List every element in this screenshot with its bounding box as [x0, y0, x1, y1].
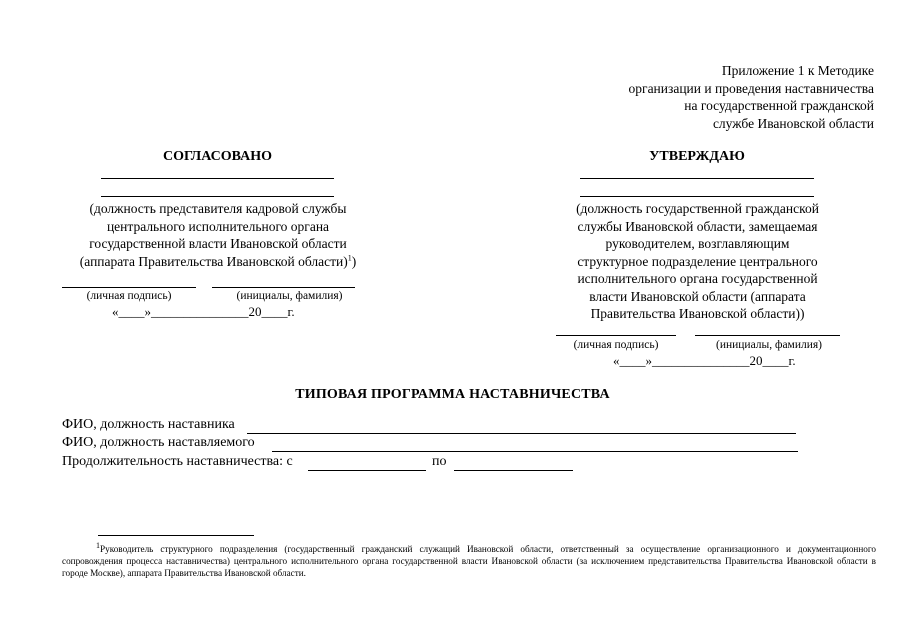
mentee-input-line[interactable]	[272, 451, 798, 452]
agreed-initials-label: (инициалы, фамилия)	[236, 290, 343, 302]
agreed-blank-line-1[interactable]	[101, 178, 334, 179]
agreed-position-line-last	[40, 253, 396, 271]
approve-heading: УТВЕРЖДАЮ	[649, 149, 745, 164]
agreed-heading: СОГЛАСОВАНО	[163, 149, 272, 164]
mentor-label: ФИО, должность наставника	[62, 417, 235, 432]
appendix-line: Приложение 1 к Методике	[721, 63, 874, 78]
agreed-signature-line[interactable]	[62, 287, 196, 288]
approve-initials-label: (инициалы, фамилия)	[715, 339, 823, 351]
agreed-position-line: государственной власти Ивановской области	[89, 236, 347, 251]
approve-signature-label: (личная подпись)	[573, 339, 659, 351]
approve-position-line: исполнительного органа государственной	[577, 271, 818, 286]
agreed-position-line: центрального исполнительного органа	[106, 218, 330, 234]
approve-position-line: власти Ивановской области (аппарата	[589, 288, 806, 304]
approve-position-line: Правительства Ивановской области))	[590, 306, 805, 321]
approve-position-line: руководителем, возглавляющим	[605, 236, 790, 251]
duration-from-line[interactable]	[308, 470, 426, 471]
agreed-date-line[interactable]: «____»_______________20____г.	[112, 304, 295, 319]
agreed-blank-line-2[interactable]	[101, 196, 334, 197]
approve-position-line: (должность государственной гражданской	[576, 201, 819, 216]
mentor-input-line[interactable]	[247, 433, 796, 434]
duration-to-label: по	[432, 454, 447, 469]
duration-label: Продолжительность наставничества: с	[62, 454, 293, 469]
footnote-text: Руководитель структурного подразделения (государственный гражданский служащий Ивановской области, ответственный за осуществление организационного и документационного сопровождения процесса наставничества) центрального исполнительного органа государственной власти Ивановской области (за исключением представительства Правительства Ивановской области в городе Москве), аппарата Правительства Ивановской области.	[62, 544, 876, 578]
mentee-label: ФИО, должность наставляемого	[62, 435, 255, 450]
appendix-line: организации и проведения наставничества	[628, 80, 874, 96]
footnote-mark: 1	[96, 540, 100, 550]
approve-position-line: службы Ивановской области, замещаемая	[577, 218, 818, 234]
footnote-reference: 1	[347, 253, 352, 262]
footnote	[62, 540, 876, 579]
approve-date-line[interactable]: «____»_______________20____г.	[613, 353, 796, 368]
agreed-signature-label: (личная подпись)	[86, 290, 172, 302]
footnote-separator	[98, 535, 254, 536]
approve-initials-line[interactable]	[695, 335, 840, 336]
appendix-header	[494, 62, 874, 132]
document-title: ТИПОВАЯ ПРОГРАММА НАСТАВНИЧЕСТВА	[295, 387, 610, 402]
appendix-line: службе Ивановской области	[712, 115, 874, 131]
agreed-position-text	[40, 200, 396, 270]
approve-position-line: структурное подразделение центрального	[577, 253, 818, 269]
agreed-position-line: (аппарата Правительства Ивановской области)	[79, 253, 348, 269]
appendix-line: на государственной гражданской	[684, 98, 874, 113]
approve-blank-line-2[interactable]	[580, 196, 814, 197]
agreed-position-line: (должность представителя кадровой службы	[89, 201, 347, 216]
approve-blank-line-1[interactable]	[580, 178, 814, 179]
closing-paren: )	[351, 253, 357, 269]
duration-to-line[interactable]	[454, 470, 573, 471]
agreed-initials-line[interactable]	[212, 287, 355, 288]
approve-position-text	[520, 200, 875, 323]
approve-signature-line[interactable]	[556, 335, 676, 336]
